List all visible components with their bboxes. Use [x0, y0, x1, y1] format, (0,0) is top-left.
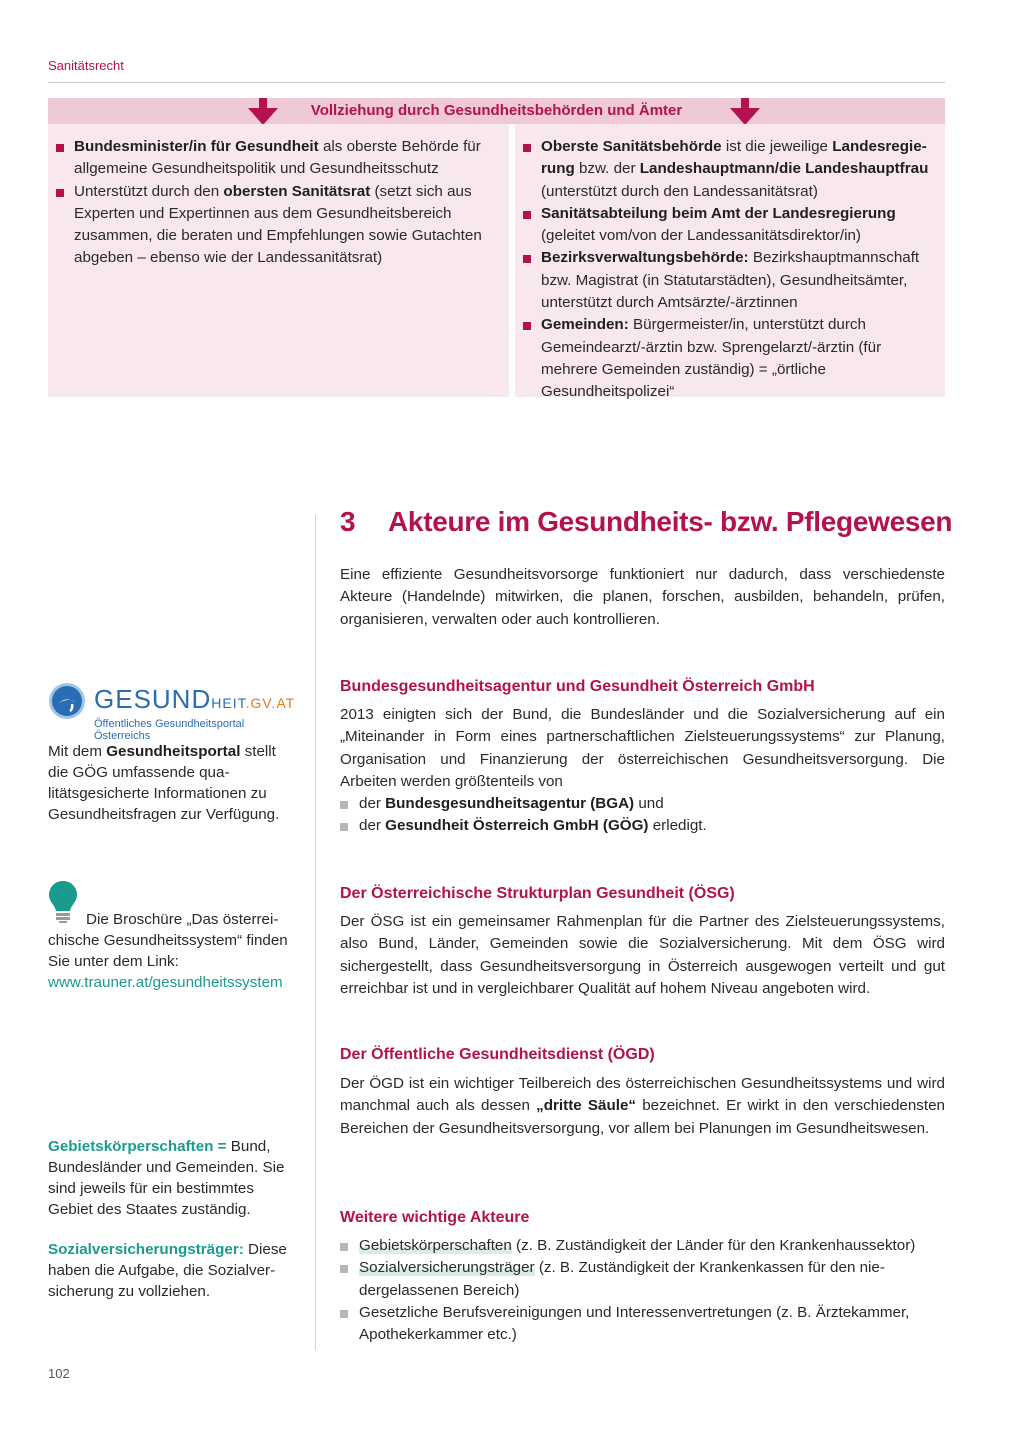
section-body-weitere — [340, 1235, 945, 1346]
chapter-intro: Eine effiziente Gesundheitsvorsorge funktioniert nur dadurch, dass verschiedenste Akteure (Handelnde) mitwirken, die planen, forschen, ausbilden, behandeln, prüfen, organisieren, verwalten oder auch kontrollieren. — [340, 566, 945, 628]
list-item: Bezirksverwaltungsbehörde: Bezirkshauptmannschaft bzw. Magistrat (in Statutarstädten), Gesundheitsämter, unterstützt durch Amtsärzte/-ärztinnen — [541, 247, 937, 314]
header-rule — [48, 82, 945, 83]
list-item: Gebietskörperschaften (z. B. Zuständigkeit der Länder für den Krankenhaussektor) — [359, 1235, 945, 1257]
box-left-column — [48, 124, 509, 397]
box-right-column — [515, 124, 945, 401]
section-heading-ogd: Der Öffentliche Gesundheitsdienst (ÖGD) — [340, 1046, 655, 1063]
page-number: 102 — [48, 1366, 70, 1381]
sidebar-portal-note: Mit dem Gesundheitsportal stellt die GÖG umfassende qualitätsgesicherte Informationen zu Gesundheitsfragen zur Verfügung. — [48, 743, 280, 823]
list-item: Gesetzliche Berufsvereinigungen und Interessenvertretungen (z. B. Ärztekammer, Apothekerkammer etc.) — [359, 1302, 945, 1347]
running-head: Sanitätsrecht — [48, 58, 124, 73]
list-item: der Bundesgesundheitsagentur (BGA) und — [359, 793, 945, 815]
sidebar-tip: Die Broschüre „Das österreichische Gesundheitssystem“ finden Sie unter dem Link: www.trauner.at/gesundheitssystem — [48, 909, 293, 993]
logo-subtitle: Öffentliches Gesundheitsportal Österreichs — [94, 718, 245, 742]
glossary-term[interactable]: Gebietskörperschaften — [359, 1237, 512, 1254]
list-item: Sanitätsabteilung beim Amt der Landesregierung (geleitet vom/von der Landessanitätsdirektor/in) — [541, 203, 937, 248]
list-item: Oberste Sanitätsbehörde ist die jeweilige Landesregierung bzw. der Landeshauptmann/die Landeshauptfrau (unterstützt durch den Landessanitätsrat) — [541, 136, 937, 203]
list-item: Sozialversicherungsträger (z. B. Zuständigkeit der Krankenkassen für den niedergelassenen Bereich) — [359, 1257, 945, 1302]
section-body-bga: 2013 einigten sich der Bund, die Bundesländer und die Sozialversicherung auf ein „Miteinander in Form eines partnerschaftlichen Zielsteuerungssystems“ zur Planung, Organisation und Finanzierung der österreichischen Gesundheitsversorgung. Die Arbeiten werden größtenteils von der Bundesgesundheitsagentur (BGA) und der Gesundheit Österreich GmbH (GÖG) erledigt. — [340, 704, 945, 838]
logo-wordmark: GESUNDHEIT.GV.AT — [94, 684, 296, 714]
list-item: der Gesundheit Österreich GmbH (GÖG) erledigt. — [359, 815, 945, 837]
section-heading-weitere: Weitere wichtige Akteure — [340, 1209, 530, 1226]
chapter-number: 3 — [340, 506, 356, 537]
column-divider — [315, 515, 316, 1350]
list-item: Unterstützt durch den obersten Sanitätsrat (setzt sich aus Experten und Expertinnen aus dem Gesundheitsbereich zusammen, die beraten und Empfehlungen sowie Gutachten abgeben – ebenso wie der Landessanitätsrat) — [74, 181, 501, 270]
list-item: Bundesminister/in für Gesundheit als oberste Behörde für allgemeine Gesundheitspolitik und Gesundheitsschutz — [74, 136, 501, 181]
section-body-ogd: Der ÖGD ist ein wichtiger Teilbereich des österreichischen Gesundheitssystems und wird manchmal auch als dessen „dritte Säule“ bezeichnet. Er wirkt in den verschiedensten Bereichen der Gesundheitsversorgung, vor allem bei Planungen im Gesundheitswesen. — [340, 1075, 945, 1137]
box-header-band — [48, 98, 945, 124]
sidebar-definition-gebietskoerperschaften: Gebietskörperschaften = Bund, Bundesländer und Gemeinden. Sie sind jeweils für ein bestimmtes Gebiet des Staates zuständig. — [48, 1138, 285, 1218]
portal-globe-icon — [48, 682, 86, 725]
list-item: Gemeinden: Bürgermeister/in, unterstützt durch Gemeindearzt/-ärztin bzw. Sprengelarzt/-ärztin (für mehrere Gemeinden zuständig) = „örtliche Gesundheitspolizei“ — [541, 314, 937, 403]
gesundheit-portal-logo[interactable] — [48, 682, 298, 742]
brochure-link[interactable]: www.trauner.at/gesundheitssystem — [48, 974, 283, 991]
glossary-term[interactable]: Sozialversicherungsträger — [359, 1259, 535, 1277]
box-title: Vollziehung durch Gesundheitsbehörden und Ämter — [310, 102, 683, 119]
sidebar-definition-sozialversicherung: Sozialversicherungsträger: Diese haben die Aufgabe, die Sozialversicherung zu vollziehen. — [48, 1241, 287, 1300]
chapter-heading — [340, 506, 952, 538]
section-heading-osg: Der Österreichische Strukturplan Gesundheit (ÖSG) — [340, 885, 735, 902]
chapter-title: Akteure im Gesundheits- bzw. Pflegewesen — [388, 506, 953, 537]
section-body-osg: Der ÖSG ist ein gemeinsamer Rahmenplan für die Partner des Zielsteuerungssystems, also Bund, Länder, Gemeinden sowie die Sozialversicherung. Mit dem ÖSG wird sichergestellt, dass Gesundheitsversorgung in Österreich ausgewogen verteilt und gut erreichbar ist und in vergleichbarer Qualität auf hohem Niveau angeboten wird. — [340, 913, 945, 997]
section-heading-bga: Bundesgesundheitsagentur und Gesundheit Österreich GmbH — [340, 678, 815, 695]
